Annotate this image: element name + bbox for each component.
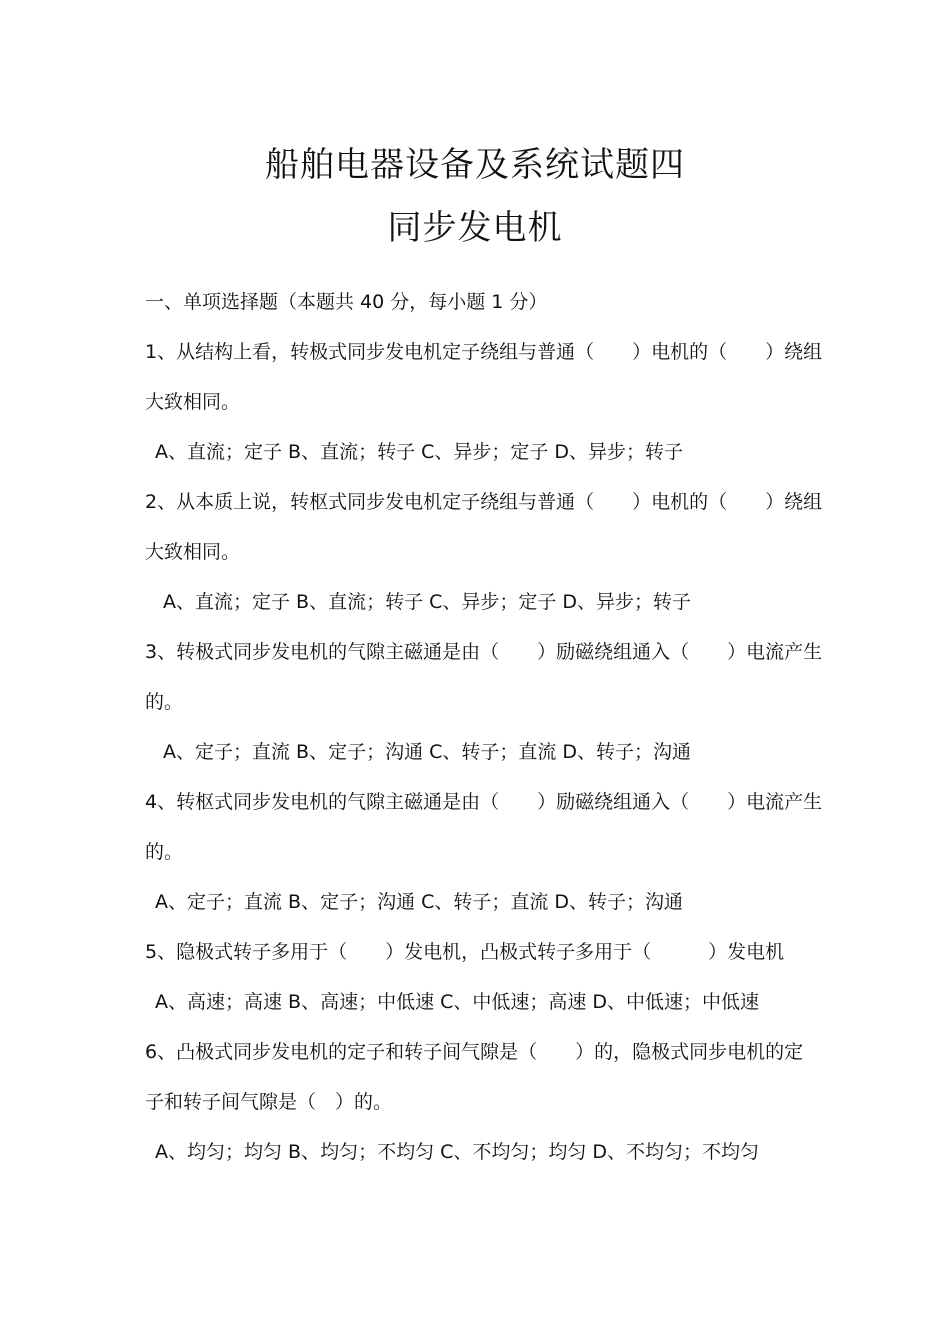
- question-2: [145, 485, 823, 635]
- question-stem-line: 3、转极式同步发电机的气隙主磁通是由（ ）励磁绕组通入（ ）电流产生: [145, 641, 823, 663]
- question-options: A、定子；直流 B、定子；沟通 C、转子；直流 D、转子；沟通: [163, 741, 692, 763]
- question-options: A、均匀；均匀 B、均匀；不均匀 C、不均匀；均匀 D、不均匀；不均匀: [155, 1141, 760, 1163]
- question-1: [145, 335, 823, 485]
- question-options: A、直流；定子 B、直流；转子 C、异步；定子 D、异步；转子: [163, 591, 692, 613]
- question-stem-line: 的。: [145, 841, 184, 863]
- document-subtitle: 同步发电机: [387, 208, 563, 248]
- question-stem-line: 5、隐极式转子多用于（ ）发电机，凸极式转子多用于（ ）发电机: [145, 941, 785, 963]
- document-title: 船舶电器设备及系统试题四: [265, 145, 685, 185]
- section-heading: 一、单项选择题（本题共 40 分，每小题 1 分）: [145, 291, 548, 313]
- question-stem-line: 6、凸极式同步发电机的定子和转子间气隙是（ ）的，隐极式同步电机的定: [145, 1041, 804, 1063]
- question-options: A、定子；直流 B、定子；沟通 C、转子；直流 D、转子；沟通: [155, 891, 684, 913]
- question-4: [145, 785, 823, 935]
- document-body: [145, 285, 823, 1185]
- question-6: [145, 1035, 815, 1185]
- question-3: [145, 635, 823, 785]
- question-stem-line: 4、转枢式同步发电机的气隙主磁通是由（ ）励磁绕组通入（ ）电流产生: [145, 791, 823, 813]
- question-options: A、高速；高速 B、高速；中低速 C、中低速；高速 D、中低速；中低速: [155, 991, 760, 1013]
- question-stem-line: 子和转子间气隙是（ ）的。: [145, 1091, 393, 1113]
- question-stem-line: 1、从结构上看，转极式同步发电机定子绕组与普通（ ）电机的（ ）绕组: [145, 341, 823, 363]
- question-stem-line: 的。: [145, 691, 184, 713]
- question-stem-line: 2、从本质上说，转枢式同步发电机定子绕组与普通（ ）电机的（ ）绕组: [145, 491, 823, 513]
- question-stem-line: 大致相同。: [145, 391, 241, 413]
- question-options: A、直流；定子 B、直流；转子 C、异步；定子 D、异步；转子: [155, 441, 684, 463]
- question-stem-line: 大致相同。: [145, 541, 241, 563]
- question-5: [145, 935, 815, 1035]
